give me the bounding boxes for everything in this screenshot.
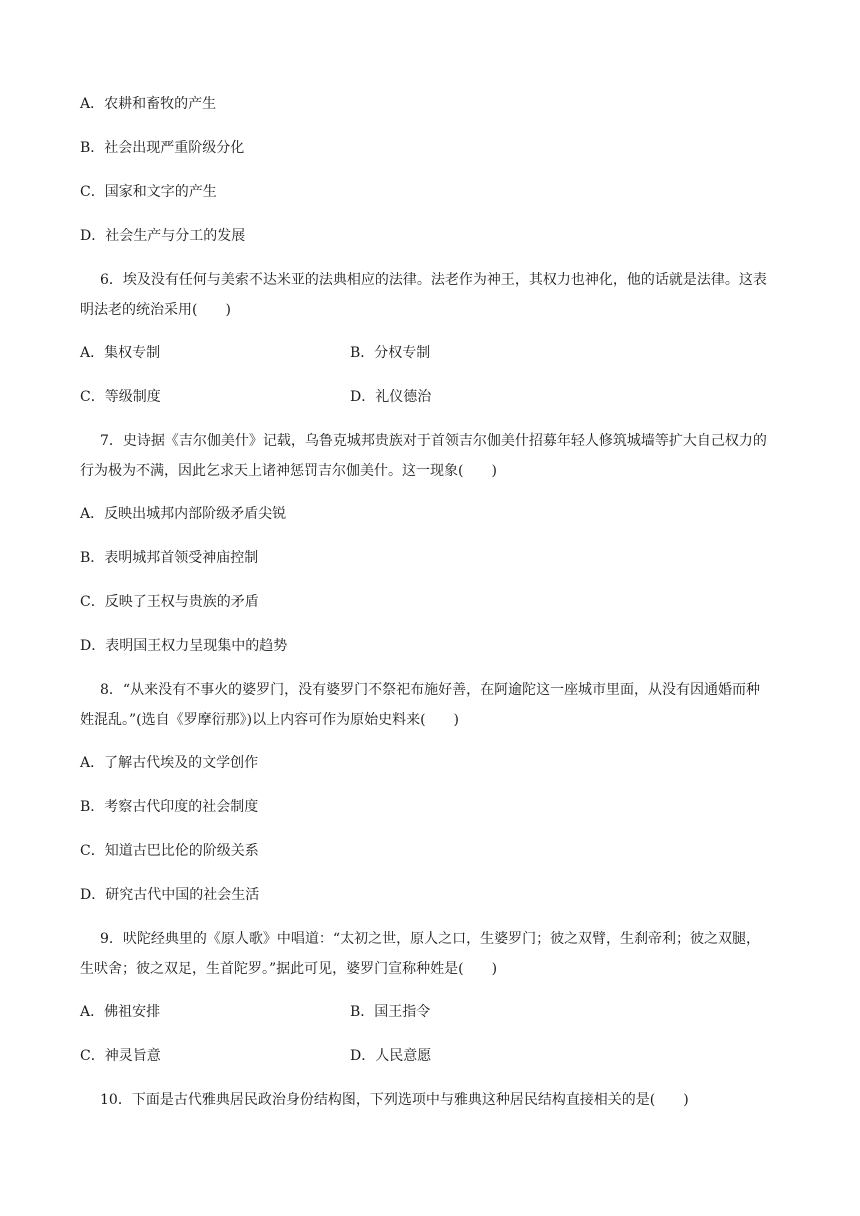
q9-stem-line-1: 9．吠陀经典里的《原人歌》中唱道：“太初之世，原人之口，生婆罗门；彼之双臂，生刹帝利；彼之双腿，	[100, 931, 761, 947]
q5-option-d: D．社会生产与分工的发展	[80, 228, 246, 244]
q9-option-b: B．国王指令	[350, 1004, 431, 1020]
q8-option-d: D．研究古代中国的社会生活	[80, 887, 260, 903]
q7-stem-line-2: 行为极为不满，因此乞求天上诸神惩罚吉尔伽美什。这一现象( )	[80, 463, 497, 479]
q5-option-a: A．农耕和畜牧的产生	[80, 96, 217, 112]
q9-option-c: C．神灵旨意	[80, 1048, 161, 1064]
q8-option-c: C．知道古巴比伦的阶级关系	[80, 843, 259, 859]
q8-option-a: A．了解古代埃及的文学创作	[80, 755, 259, 771]
q6-stem-line-2: 明法老的统治采用( )	[80, 302, 231, 318]
q7-option-c: C．反映了王权与贵族的矛盾	[80, 594, 259, 610]
q7-option-d: D．表明国王权力呈现集中的趋势	[80, 638, 288, 654]
q8-stem-line-1: 8．“从来没有不事火的婆罗门，没有婆罗门不祭祀布施好善，在阿逾陀这一座城市里面，从没有因通婚而种	[100, 682, 761, 698]
q6-option-b: B．分权专制	[350, 345, 431, 361]
q7-option-b: B．表明城邦首领受神庙控制	[80, 550, 259, 566]
q9-option-a: A．佛祖安排	[80, 1004, 161, 1020]
q7-option-a: A．反映出城邦内部阶级矛盾尖锐	[80, 506, 287, 522]
q6-option-d: D．礼仪德治	[350, 389, 432, 405]
q10-stem-line-1: 10．下面是古代雅典居民政治身份结构图，下列选项中与雅典这种居民结构直接相关的是( )	[100, 1092, 689, 1108]
q8-stem-line-2: 姓混乱。”(选自《罗摩衍那》)以上内容可作为原始史料来( )	[80, 712, 460, 728]
q6-option-c: C．等级制度	[80, 389, 161, 405]
q6-option-a: A．集权专制	[80, 345, 161, 361]
q9-stem-line-2: 生吠舍；彼之双足，生首陀罗。”据此可见，婆罗门宣称种姓是( )	[80, 961, 498, 977]
q6-stem-line-1: 6．埃及没有任何与美索不达米亚的法典相应的法律。法老作为神王，其权力也神化，他的话就是法律。这表	[100, 272, 767, 288]
q9-option-d: D．人民意愿	[350, 1048, 432, 1064]
q7-stem-line-1: 7．史诗据《吉尔伽美什》记载，乌鲁克城邦贵族对于首领吉尔伽美什招募年轻人修筑城墙等扩大自己权力的	[100, 433, 767, 449]
q5-option-c: C．国家和文字的产生	[80, 184, 217, 200]
q8-option-b: B．考察古代印度的社会制度	[80, 799, 259, 815]
q5-option-b: B．社会出现严重阶级分化	[80, 140, 245, 156]
